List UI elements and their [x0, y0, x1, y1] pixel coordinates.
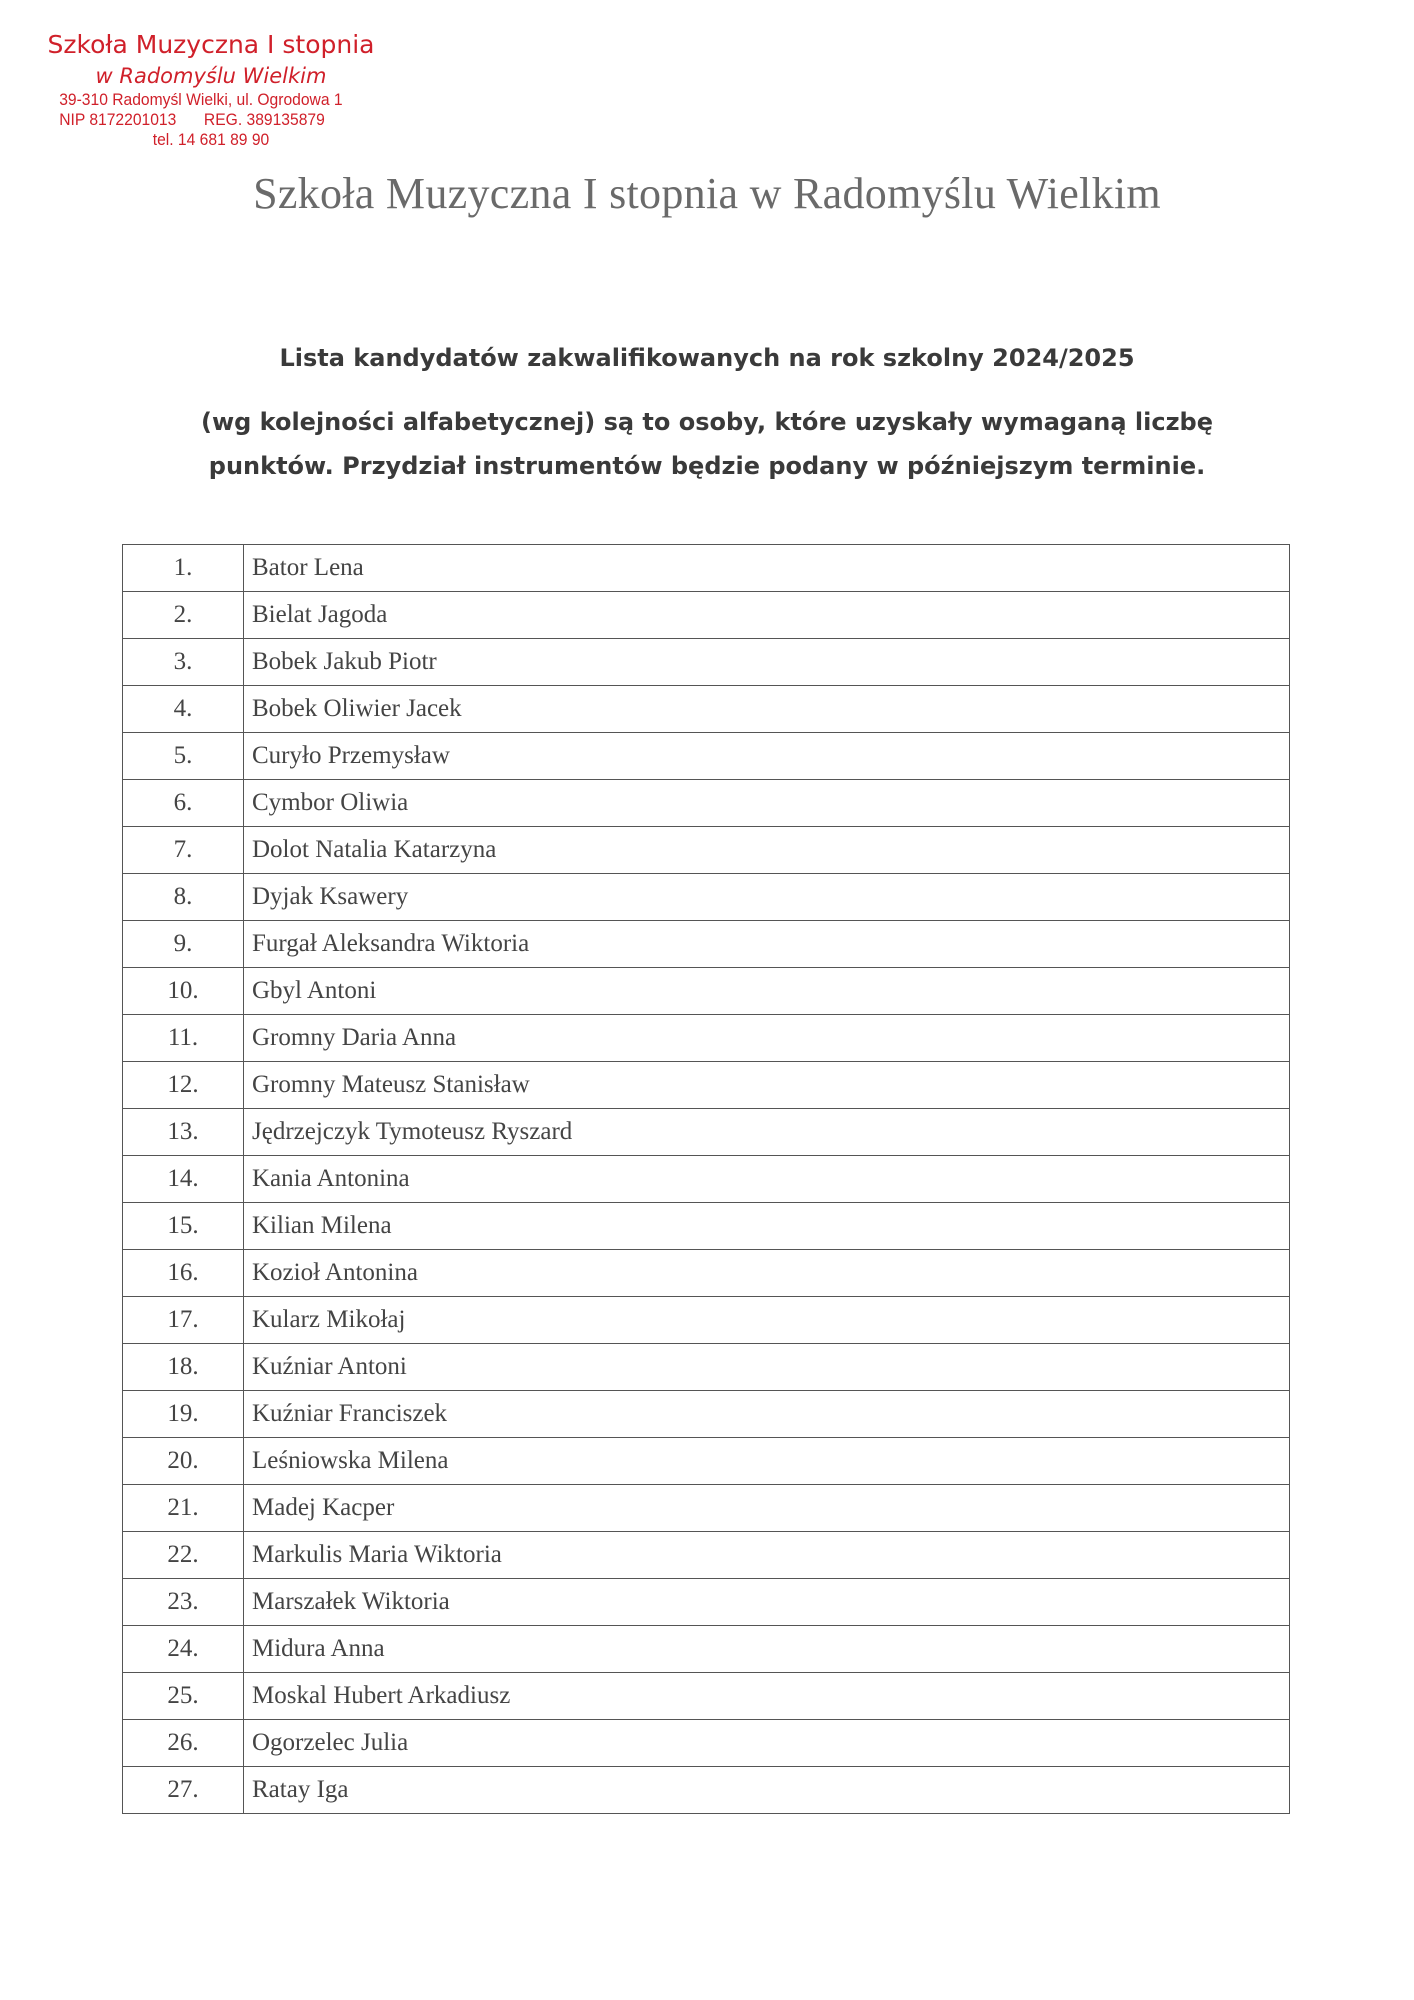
table-row [123, 1438, 1290, 1485]
row-number: 5. [123, 733, 244, 780]
table-row [123, 921, 1290, 968]
table-row [123, 1391, 1290, 1438]
table-row [123, 874, 1290, 921]
row-number: 10. [123, 968, 244, 1015]
candidate-name: Gromny Daria Anna [244, 1015, 1290, 1062]
candidate-name: Madej Kacper [244, 1485, 1290, 1532]
table-row [123, 686, 1290, 733]
candidate-name: Dolot Natalia Katarzyna [244, 827, 1290, 874]
table-row [123, 1767, 1290, 1814]
row-number: 22. [123, 1532, 244, 1579]
row-number: 18. [123, 1344, 244, 1391]
document-note [0, 400, 1414, 488]
row-number: 21. [123, 1485, 244, 1532]
row-number: 19. [123, 1391, 244, 1438]
table-row [123, 1250, 1290, 1297]
candidate-name: Marszałek Wiktoria [244, 1579, 1290, 1626]
row-number: 2. [123, 592, 244, 639]
candidate-name: Midura Anna [244, 1626, 1290, 1673]
stamp-ids [59, 110, 363, 130]
row-number: 25. [123, 1673, 244, 1720]
table-row [123, 1297, 1290, 1344]
table-row [123, 1626, 1290, 1673]
candidate-name: Furgał Aleksandra Wiktoria [244, 921, 1290, 968]
candidate-name: Bielat Jagoda [244, 592, 1290, 639]
row-number: 20. [123, 1438, 244, 1485]
candidate-name: Moskal Hubert Arkadiusz [244, 1673, 1290, 1720]
row-number: 4. [123, 686, 244, 733]
table-row [123, 733, 1290, 780]
candidate-name: Bator Lena [244, 545, 1290, 592]
candidates-table [122, 544, 1290, 1814]
row-number: 9. [123, 921, 244, 968]
candidate-name: Bobek Oliwier Jacek [244, 686, 1290, 733]
table-row [123, 968, 1290, 1015]
table-row [123, 1673, 1290, 1720]
note-line-2: punktów. Przydział instrumentów będzie podany w późniejszym terminie. [208, 452, 1206, 480]
stamp-address: 39-310 Radomyśl Wielki, ul. Ogrodowa 1 [59, 90, 343, 109]
table-row [123, 1579, 1290, 1626]
row-number: 17. [123, 1297, 244, 1344]
row-number: 16. [123, 1250, 244, 1297]
table-row [123, 1109, 1290, 1156]
candidate-name: Markulis Maria Wiktoria [244, 1532, 1290, 1579]
table-row [123, 1015, 1290, 1062]
candidate-name: Kozioł Antonina [244, 1250, 1290, 1297]
candidate-name: Kularz Mikołaj [244, 1297, 1290, 1344]
table-row [123, 1344, 1290, 1391]
row-number: 8. [123, 874, 244, 921]
table-row [123, 592, 1290, 639]
row-number: 15. [123, 1203, 244, 1250]
table-row [123, 545, 1290, 592]
table-row [123, 827, 1290, 874]
page-heading: Szkoła Muzyczna I stopnia w Radomyślu Wielkim [253, 169, 1161, 218]
row-number: 12. [123, 1062, 244, 1109]
candidate-name: Kuźniar Franciszek [244, 1391, 1290, 1438]
stamp-nip: NIP 8172201013 [59, 110, 177, 129]
table-row [123, 1156, 1290, 1203]
candidate-name: Ratay Iga [244, 1767, 1290, 1814]
row-number: 14. [123, 1156, 244, 1203]
row-number: 11. [123, 1015, 244, 1062]
row-number: 27. [123, 1767, 244, 1814]
row-number: 1. [123, 545, 244, 592]
candidate-name: Bobek Jakub Piotr [244, 639, 1290, 686]
table-row [123, 780, 1290, 827]
stamp-line-1: Szkoła Muzyczna I stopnia [47, 30, 375, 59]
row-number: 24. [123, 1626, 244, 1673]
table-row [123, 639, 1290, 686]
candidate-name: Curyło Przemysław [244, 733, 1290, 780]
candidate-name: Kania Antonina [244, 1156, 1290, 1203]
candidate-name: Jędrzejczyk Tymoteusz Ryszard [244, 1109, 1290, 1156]
candidate-name: Leśniowska Milena [244, 1438, 1290, 1485]
candidate-name: Kuźniar Antoni [244, 1344, 1290, 1391]
candidate-name: Gromny Mateusz Stanisław [244, 1062, 1290, 1109]
row-number: 26. [123, 1720, 244, 1767]
candidate-name: Kilian Milena [244, 1203, 1290, 1250]
table-row [123, 1062, 1290, 1109]
candidate-name: Cymbor Oliwia [244, 780, 1290, 827]
table-row [123, 1532, 1290, 1579]
stamp-reg: REG. 389135879 [203, 110, 325, 129]
note-line-1: (wg kolejności alfabetycznej) są to osoby, które uzyskały wymaganą liczbę [200, 408, 1214, 436]
table-row [123, 1203, 1290, 1250]
table-row [123, 1720, 1290, 1767]
stamp-tel: tel. 14 681 89 90 [152, 130, 270, 149]
candidate-name: Dyjak Ksawery [244, 874, 1290, 921]
row-number: 3. [123, 639, 244, 686]
document-title: Lista kandydatów zakwalifikowanych na rok szkolny 2024/2025 [279, 344, 1135, 372]
row-number: 13. [123, 1109, 244, 1156]
table-row [123, 1485, 1290, 1532]
stamp-line-2: w Radomyślu Wielkim [95, 64, 327, 88]
row-number: 6. [123, 780, 244, 827]
candidate-name: Ogorzelec Julia [244, 1720, 1290, 1767]
candidate-name: Gbyl Antoni [244, 968, 1290, 1015]
school-stamp [46, 28, 376, 150]
row-number: 7. [123, 827, 244, 874]
row-number: 23. [123, 1579, 244, 1626]
